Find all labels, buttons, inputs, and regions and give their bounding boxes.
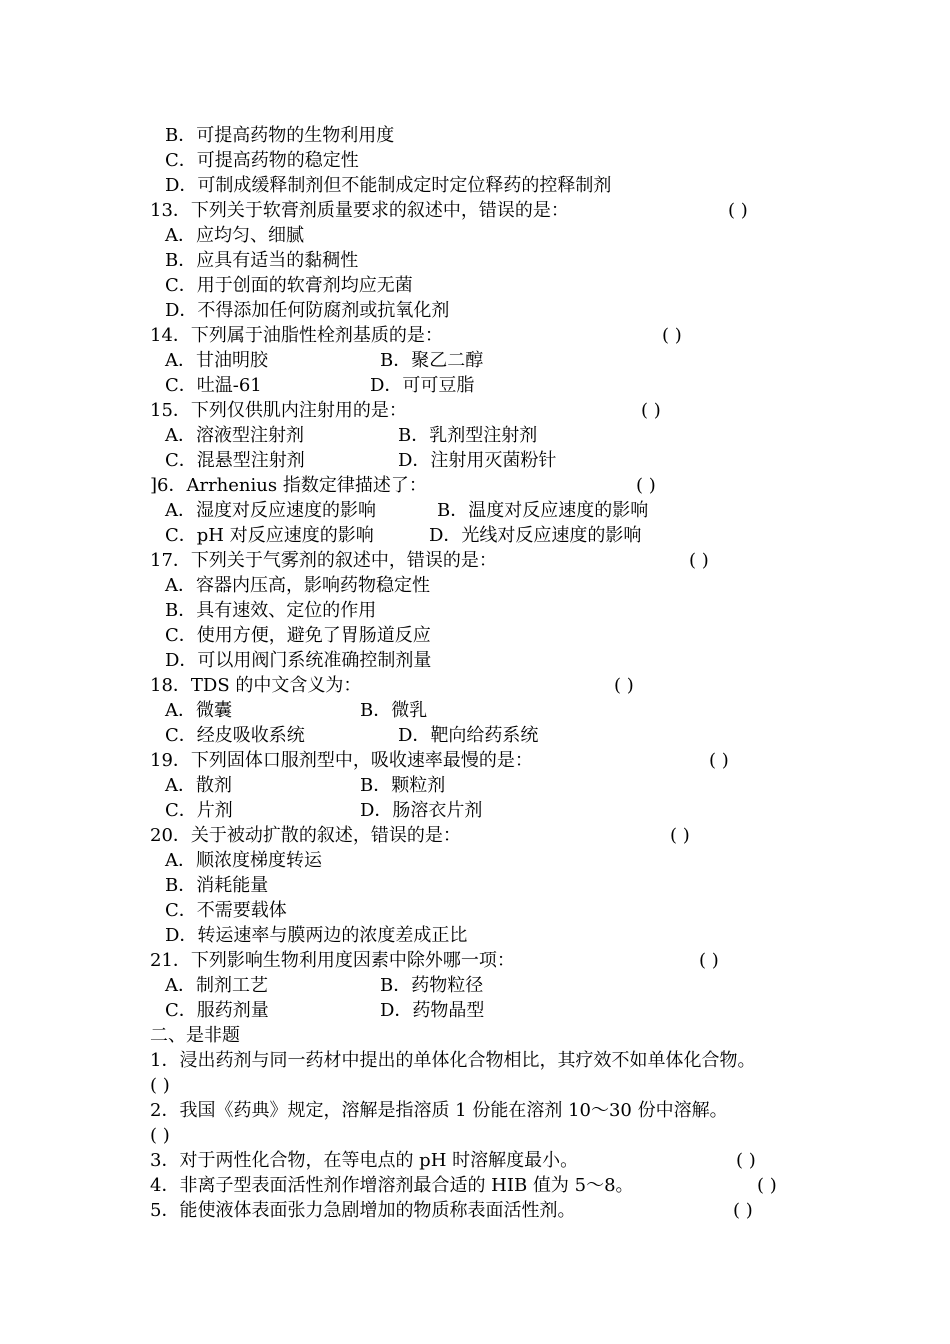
answer-blank: ( )	[757, 1175, 777, 1196]
answer-blank: ( )	[641, 400, 661, 421]
text-line: D．不得添加任何防腐剂或抗氧化剂	[165, 300, 450, 321]
text-line: B．应具有适当的黏稠性	[165, 250, 359, 271]
answer-blank: ( )	[728, 200, 748, 221]
text-line: 14．下列属于油脂性栓剂基质的是：	[150, 325, 443, 346]
answer-blank: ( )	[662, 325, 682, 346]
text-line: ( )	[150, 1075, 170, 1096]
text-line: D．可以用阀门系统准确控制剂量	[165, 650, 432, 671]
option-text: B．微乳	[360, 700, 428, 721]
text-line: 3．对于两性化合物，在等电点的 pH 时溶解度最小。	[150, 1150, 579, 1171]
text-line: A．微囊	[165, 700, 232, 721]
text-line: C．pH 对反应速度的影响	[165, 525, 374, 546]
text-line: C．可提高药物的稳定性	[165, 150, 359, 171]
option-text: B．温度对反应速度的影响	[437, 500, 649, 521]
text-line: C．混悬型注射剂	[165, 450, 305, 471]
text-line: A．散剂	[165, 775, 232, 796]
text-line: ]6．Arrhenius 指数定律描述了：	[150, 475, 427, 496]
option-text: D．靶向给药系统	[398, 725, 539, 746]
text-line: 15．下列仅供肌内注射用的是：	[150, 400, 407, 421]
text-line: A．湿度对反应速度的影响	[165, 500, 376, 521]
text-line: C．吐温-61	[165, 375, 262, 396]
text-line: 18．TDS 的中文含义为：	[150, 675, 362, 696]
option-text: B．颗粒剂	[360, 775, 446, 796]
text-line: B．可提高药物的生物利用度	[165, 125, 395, 146]
text-line: A．容器内压高，影响药物稳定性	[165, 575, 430, 596]
text-line: 2．我国《药典》规定，溶解是指溶质 1 份能在溶剂 10～30 份中溶解。	[150, 1100, 728, 1121]
text-line: C．服药剂量	[165, 1000, 269, 1021]
text-line: 5．能使液体表面张力急剧增加的物质称表面活性剂。	[150, 1200, 576, 1221]
answer-blank: ( )	[614, 675, 634, 696]
answer-blank: ( )	[709, 750, 729, 771]
text-line: D．可制成缓释制剂但不能制成定时定位释药的控释制剂	[165, 175, 612, 196]
answer-blank: ( )	[733, 1200, 753, 1221]
option-text: D．可可豆脂	[370, 375, 475, 396]
text-line: B．具有速效、定位的作用	[165, 600, 377, 621]
text-line: 19．下列固体口服剂型中，吸收速率最慢的是：	[150, 750, 533, 771]
option-text: D．肠溶衣片剂	[360, 800, 483, 821]
text-line: B．消耗能量	[165, 875, 269, 896]
text-line: A．溶液型注射剂	[165, 425, 304, 446]
text-line: D．转运速率与膜两边的浓度差成正比	[165, 925, 468, 946]
answer-blank: ( )	[670, 825, 690, 846]
option-text: B．乳剂型注射剂	[398, 425, 538, 446]
text-line: 二、是非题	[150, 1025, 240, 1046]
text-line: A．制剂工艺	[165, 975, 268, 996]
text-line: 20．关于被动扩散的叙述，错误的是：	[150, 825, 461, 846]
text-line: 13．下列关于软膏剂质量要求的叙述中，错误的是：	[150, 200, 569, 221]
option-text: D．药物晶型	[380, 1000, 485, 1021]
answer-blank: ( )	[699, 950, 719, 971]
option-text: B．聚乙二醇	[380, 350, 484, 371]
text-line: 4．非离子型表面活性剂作增溶剂最合适的 HIB 值为 5～8。	[150, 1175, 634, 1196]
text-line: 21．下列影响生物利用度因素中除外哪一项：	[150, 950, 515, 971]
text-line: ( )	[150, 1125, 170, 1146]
text-line: C．片剂	[165, 800, 233, 821]
answer-blank: ( )	[636, 475, 656, 496]
text-line: C．经皮吸收系统	[165, 725, 305, 746]
option-text: B．药物粒径	[380, 975, 484, 996]
option-text: D．光线对反应速度的影响	[429, 525, 642, 546]
answer-blank: ( )	[736, 1150, 756, 1171]
text-line: A．顺浓度梯度转运	[165, 850, 322, 871]
text-line: A．甘油明胶	[165, 350, 268, 371]
answer-blank: ( )	[689, 550, 709, 571]
text-line: C．不需要载体	[165, 900, 287, 921]
text-line: C．使用方便，避免了胃肠道反应	[165, 625, 431, 646]
option-text: D．注射用灭菌粉针	[398, 450, 557, 471]
text-line: 17．下列关于气雾剂的叙述中，错误的是：	[150, 550, 497, 571]
text-line: A．应均匀、细腻	[165, 225, 304, 246]
text-line: 1．浸出药剂与同一药材中提出的单体化合物相比，其疗效不如单体化合物。	[150, 1050, 756, 1071]
text-line: C．用于创面的软膏剂均应无菌	[165, 275, 413, 296]
